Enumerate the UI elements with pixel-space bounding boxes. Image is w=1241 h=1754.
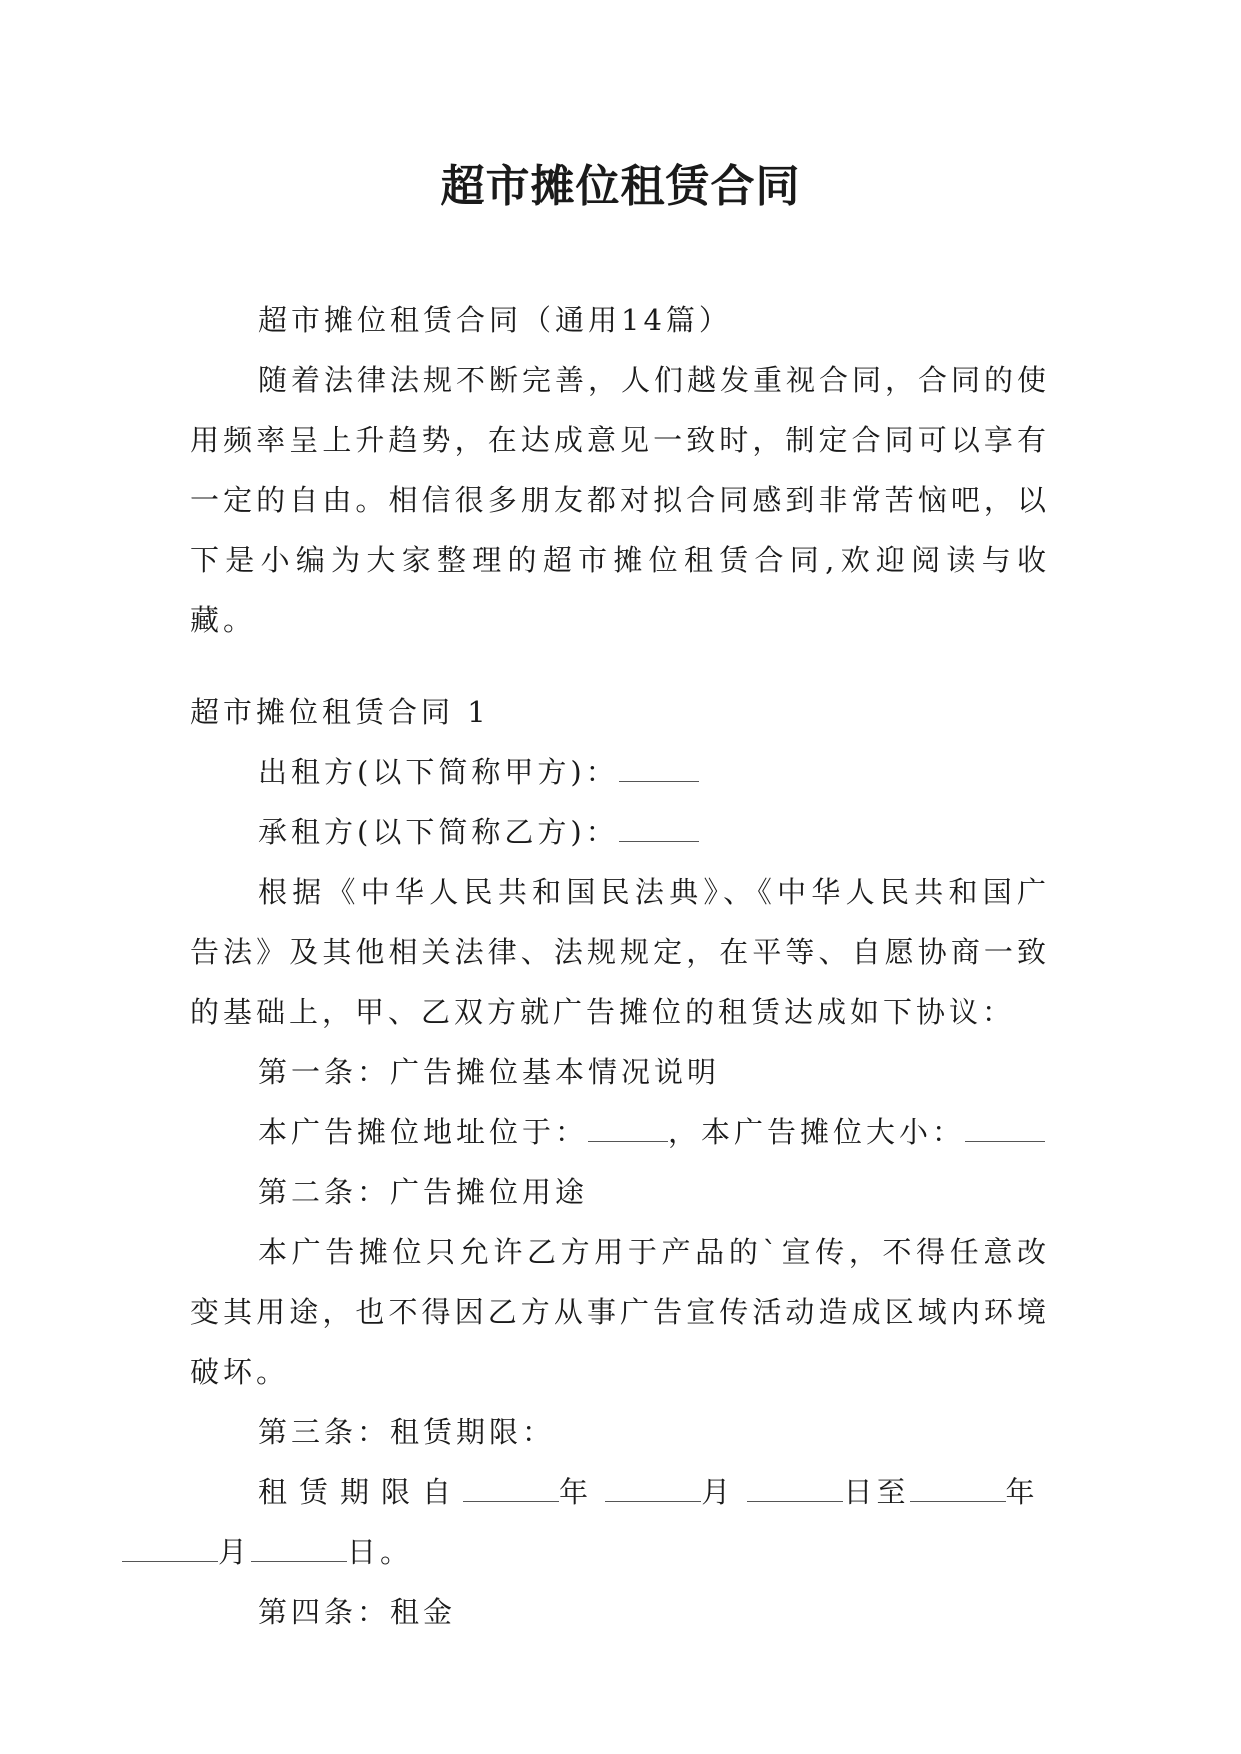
party-a-label: 出租方(以下简称甲方)：: [258, 755, 619, 789]
article-1-title: 第一条：广告摊位基本情况说明: [258, 1055, 721, 1089]
article-4-title: 第四条：租金: [258, 1595, 457, 1629]
party-b-blank: [619, 815, 699, 842]
term-from-label: 租赁期限自: [258, 1475, 464, 1509]
year-label: 年: [559, 1475, 593, 1509]
address-blank: [588, 1115, 668, 1142]
section-heading: 超市摊位租赁合同 1: [190, 695, 490, 729]
intro-heading: 超市摊位租赁合同（通用14篇）: [258, 303, 732, 337]
end-day-label: 日。: [347, 1535, 414, 1569]
size-blank: [965, 1115, 1045, 1142]
end-month-label: 月: [218, 1535, 252, 1569]
month-label: 月: [701, 1475, 735, 1509]
start-day-blank: [747, 1475, 843, 1502]
article-3-body: [190, 1462, 1050, 1582]
article-2-body: 本广告摊位只允许乙方用于产品的`宣传，不得任意改变其用途，也不得因乙方从事广告宣传活动造成区域内环境破坏。: [190, 1235, 1050, 1389]
address-label: 本广告摊位地址位于：: [258, 1115, 589, 1149]
article-1-body: [190, 1102, 1050, 1162]
spacer: [190, 650, 1050, 682]
basis-paragraph: 根据《中华人民共和国民法典》、《中华人民共和国广告法》及其他相关法律、法规规定，在平等、自愿协商一致的基础上，甲、乙双方就广告摊位的租赁达成如下协议：: [190, 875, 1050, 1029]
end-year-blank: [910, 1475, 1006, 1502]
party-a-blank: [619, 755, 699, 782]
start-year-blank: [463, 1475, 559, 1502]
party-b-line: [190, 802, 1050, 862]
document-title: 超市摊位租赁合同: [440, 161, 801, 212]
end-month-blank: [122, 1535, 218, 1562]
intro-paragraph: 随着法律法规不断完善，人们越发重视合同，合同的使用频率呈上升趋势，在达成意见一致时，制定合同可以享有一定的自由。相信很多朋友都对拟合同感到非常苦恼吧，以下是小编为大家整理的超市摊位租赁合同,欢迎阅读与收藏。: [190, 363, 1051, 637]
party-b-label: 承租方(以下简称乙方)：: [258, 815, 619, 849]
end-day-blank: [251, 1535, 347, 1562]
article-3-title: 第三条：租赁期限：: [258, 1415, 556, 1449]
article-2-title: 第二条：广告摊位用途: [258, 1175, 589, 1209]
end-year-label: 年: [1005, 1475, 1039, 1509]
size-label: ，本广告摊位大小：: [668, 1115, 966, 1149]
start-month-blank: [605, 1475, 701, 1502]
party-a-line: [190, 742, 1050, 802]
day-to-label: 日至: [843, 1475, 910, 1509]
document-body: [190, 290, 1050, 1642]
